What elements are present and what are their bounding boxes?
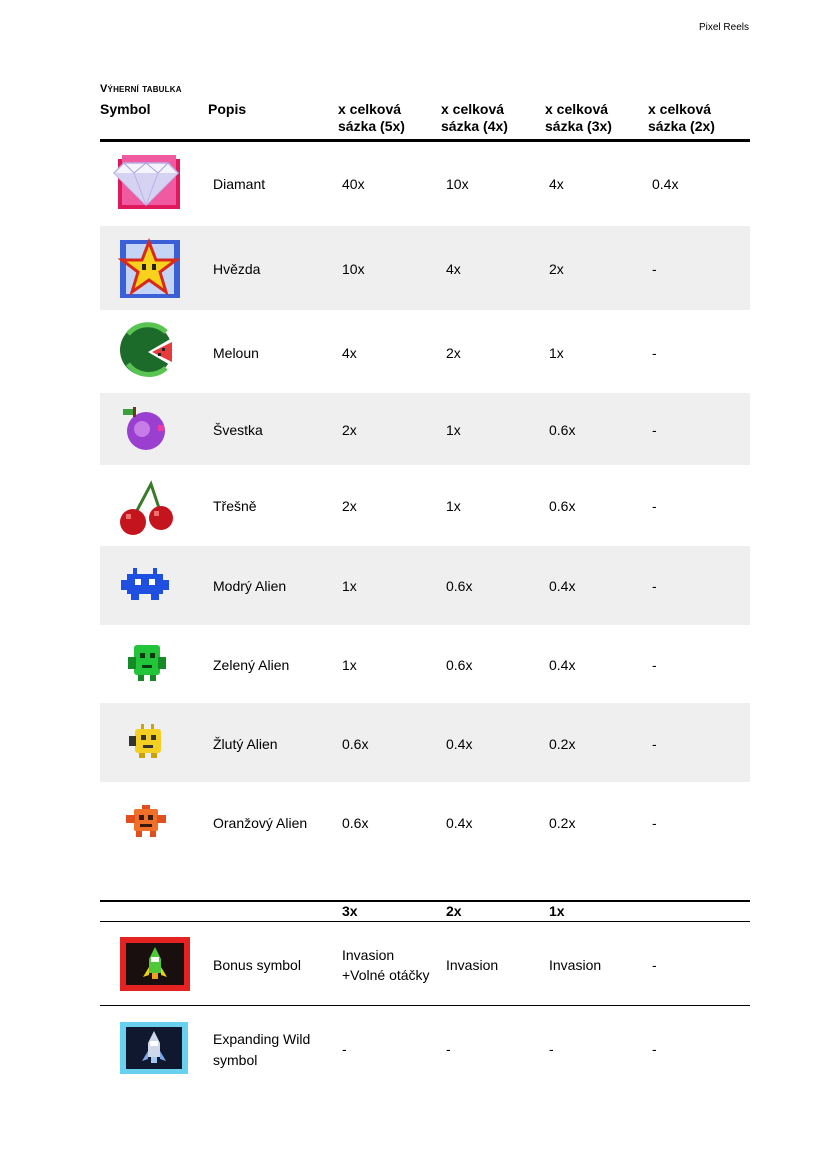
payout-3x: 0.6x [549,498,576,514]
watermelon-icon [118,320,172,380]
payout-5x: 2x [342,498,357,514]
symbol-name: Žlutý Alien [213,736,278,752]
yellow-alien-icon [127,724,167,760]
special-col-3x: 3x [342,903,358,919]
payout-3x: 0.2x [549,736,576,752]
payout-5x: 40x [342,176,365,192]
payout-3x: 2x [549,261,564,277]
wild-name-line1: Expanding Wild [213,1031,311,1047]
symbol-name: Modrý Alien [213,578,287,594]
wild-1x: - [549,1041,554,1057]
bonus-2x: Invasion [446,957,499,973]
blue-alien-icon [121,566,169,604]
green-alien-icon [126,643,168,683]
payout-4x: 0.6x [446,578,473,594]
payout-2x: - [652,498,657,514]
col-header-4x: x celková sázka (4x) [441,101,508,134]
special-col-2x: 2x [446,903,462,919]
payout-5x: 0.6x [342,815,369,831]
special-header-rule [100,921,750,922]
wild-rocket-icon [118,1020,190,1076]
plum-icon [120,405,168,451]
symbol-name: Oranžový Alien [213,815,308,831]
symbol-name: Třešně [213,498,257,514]
payout-2x: 0.4x [652,176,679,192]
symbol-name: Zelený Alien [213,657,290,673]
payout-2x: - [652,578,657,594]
wild-2x: - [446,1041,451,1057]
payout-4x: 0.4x [446,736,473,752]
payout-4x: 1x [446,422,461,438]
payout-3x: 0.2x [549,815,576,831]
payout-5x: 0.6x [342,736,369,752]
symbol-name: Diamant [213,176,266,192]
symbol-name: Bonus symbol [213,957,301,973]
symbol-name: Meloun [213,345,259,361]
payout-2x: - [652,422,657,438]
wild-extra: - [652,1041,657,1057]
symbol-name: Švestka [213,422,263,438]
bonus-3x-line1: Invasion [342,947,395,963]
special-row-rule [100,1005,750,1006]
orange-alien-icon [126,805,166,839]
payout-5x: 1x [342,657,357,673]
payout-5x: 2x [342,422,357,438]
payout-5x: 1x [342,578,357,594]
payout-5x: 10x [342,261,365,277]
payout-4x: 2x [446,345,461,361]
bonus-1x: Invasion [549,957,602,973]
col-header-3x: x celková sázka (3x) [545,101,612,134]
payout-3x: 0.6x [549,422,576,438]
special-col-1x: 1x [549,903,565,919]
special-top-rule [100,900,750,902]
payout-3x: 4x [549,176,564,192]
col-header-popis: Popis [208,101,247,117]
payout-2x: - [652,657,657,673]
payout-4x: 0.6x [446,657,473,673]
wild-3x: - [342,1041,347,1057]
payout-2x: - [652,261,657,277]
payout-4x: 4x [446,261,461,277]
bonus-extra: - [652,957,657,973]
table-title: Výherní tabulka [100,83,182,95]
star-icon [116,238,182,300]
col-header-2x: x celková sázka (2x) [648,101,715,134]
payout-5x: 4x [342,345,357,361]
col-header-5x: x celková sázka (5x) [338,101,405,134]
col-header-symbol: Symbol [100,101,151,117]
payout-3x: 0.4x [549,578,576,594]
payout-3x: 0.4x [549,657,576,673]
payout-2x: - [652,345,657,361]
header-rule [100,139,750,142]
payout-3x: 1x [549,345,564,361]
cherries-icon [117,480,175,536]
payout-4x: 0.4x [446,815,473,831]
payout-2x: - [652,815,657,831]
bonus-3x-line2: +Volné otáčky [342,967,430,983]
wild-name-line2: symbol [213,1052,258,1068]
payout-4x: 10x [446,176,469,192]
symbol-name: Hvězda [213,261,261,277]
payout-2x: - [652,736,657,752]
payout-4x: 1x [446,498,461,514]
bonus-rocket-icon [118,935,192,993]
diamond-icon [112,153,180,213]
brand-header: Pixel Reels [698,22,749,33]
